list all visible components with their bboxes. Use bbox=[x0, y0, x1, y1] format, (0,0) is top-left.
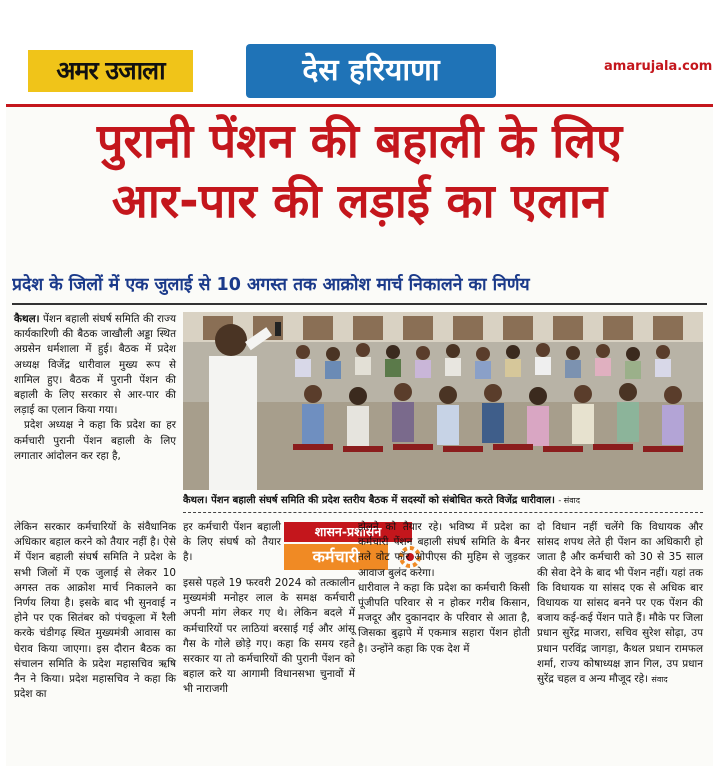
article-credit: संवाद bbox=[651, 675, 668, 685]
masthead-rule bbox=[6, 104, 713, 107]
newspaper-logo: अमर उजाला bbox=[28, 50, 193, 92]
article-text: पेंशन बहाली संघर्ष समिति की राज्य कार्यकारिणी की बैठक जाखौली अड्डा स्थित अग्रसेन धर्मशाला में हुई। बैठक में प्रदेश अध्यक्ष विजेंद्र धारीवाल मुख्य रूप से शामिल हुए। बैठक में पुरानी पेंशन की बहाली के लिए सरकार से आर-पार की लड़ाई का एलान किया गया। bbox=[14, 313, 176, 417]
site-url: amarujala.com bbox=[604, 59, 713, 74]
headline-line-2: आर-पार की लड़ाई का एलान bbox=[111, 174, 608, 229]
article-text: दो विधान नहीं चलेंगे कि विधायक और सांसद शपथ लेते ही पेंशन का अधिकारी हो जाता है और कर्मचारी को 30 से 35 साल की सेवा देने के बाद भी पेंशन नहीं। यहां तक कि विधायक या सांसद एक से अधिक बार विधायक या सांसद बनने पर एक पेंशन की बजाय कई-कई पेंशन पाते हैं। मौके पर जिला प्रधान सुरेंद्र माजरा, सचिव सुरेश सोढ़ा, उप प्रधान परविंद्र जागड़ा, कैथल प्रधान रामफल शर्मा, राज्य कोषाध्यक्ष ज्ञान गिल, उप प्रधान सुरेंद्र चहल व अन्य मौजूद रहे। bbox=[537, 521, 703, 686]
event-photo bbox=[183, 312, 703, 490]
badge-label-bottom: कर्मचारी bbox=[284, 544, 388, 570]
badge-label-top: शासन-प्रशासन bbox=[284, 522, 412, 542]
caption-credit: - संवाद bbox=[558, 496, 580, 505]
caption-text: कैथल। पेंशन बहाली संघर्ष समिति की प्रदेश स्तरीय बैठक में सदस्यों को संबोधित करते विजेंद्र धारीवाल। bbox=[183, 495, 555, 506]
caption-rule bbox=[183, 512, 703, 513]
photo-caption bbox=[183, 490, 703, 512]
headline-line-1: पुरानी पेंशन की बहाली के लिए bbox=[96, 114, 623, 169]
dateline: कैथल। bbox=[14, 313, 40, 325]
subheadline: प्रदेश के जिलों में एक जुलाई से 10 अगस्त तक आक्रोश मार्च निकालने का निर्णय bbox=[12, 275, 530, 295]
headline bbox=[6, 112, 713, 232]
article-column-3: झेलने को तैयार रहे। भविष्य में प्रदेश का कर्मचारी पेंशन बहाली संघर्ष समिति के बैनर तले वोट फॉर ओपीएस की मुहिम से जुड़कर आवाज बुलंद करेगा। धारीवाल ने कहा कि प्रदेश का कर्मचारी किसी पूंजीपति परिवार से न होकर गरीब किसान, मजदूर और दुकानदार के परिवार से आता है, जिसका बुढ़ापे में एकमात्र सहारा पेंशन होती है। उन्होंने कहा कि एक देश में bbox=[358, 521, 530, 655]
article-paragraph bbox=[14, 312, 176, 418]
masthead bbox=[6, 36, 713, 104]
article-column-2-top: हर कर्मचारी पेंशन बहाली के लिए संघर्ष को तैयार है। bbox=[183, 521, 281, 564]
section-title: देस हरियाणा bbox=[246, 44, 496, 98]
article-column-1 bbox=[14, 312, 176, 464]
article-column-1-lower: लेकिन सरकार कर्मचारियों के संवैधानिक अधिकार बहाल करने को तैयार नहीं है। ऐसे में पेंशन बहाली संघर्ष समिति ने प्रदेश के सभी जिलों में एक जुलाई से लेकर 10 अगस्त तक आक्रोश मार्च निकालने का निर्णय लिया है। इसके बाद भी सुनवाई न होने पर एक सितंबर को पंचकूला में रैली करके चंडीगढ़ स्थित मुख्यमंत्री आवास का घेराव किया जाएगा। इस दौरान बैठक का संचालन समिति के प्रदेश महासचिव ऋषि नैन ने किया। प्रदेश महासचिव ने कहा कि प्रदेश का bbox=[14, 521, 176, 701]
article-column-2: इससे पहले 19 फरवरी 2024 को तत्कालीन मुख्यमंत्री मनोहर लाल के समक्ष कर्मचारी अपनी मांग लेकर गए थे। लेकिन बदले में कर्मचारियों पर लाठियां बरसाई गई और आंसू गैस के गोले छोड़े गए। कहा कि समय रहते सरकार या तो कर्मचारियों की पुरानी पेंशन को बहाल करे या आगामी विधानसभा चुनावों में भी नाराजगी bbox=[183, 577, 355, 696]
article-paragraph: प्रदेश अध्यक्ष ने कहा कि प्रदेश का हर कर्मचारी पुरानी पेंशन बहाली के लिए लगातार आंदोलन कर रहा है, bbox=[14, 419, 176, 462]
meeting-photo-illustration bbox=[183, 312, 703, 490]
subheadline-rule bbox=[12, 303, 707, 305]
article-column-4 bbox=[537, 520, 703, 687]
